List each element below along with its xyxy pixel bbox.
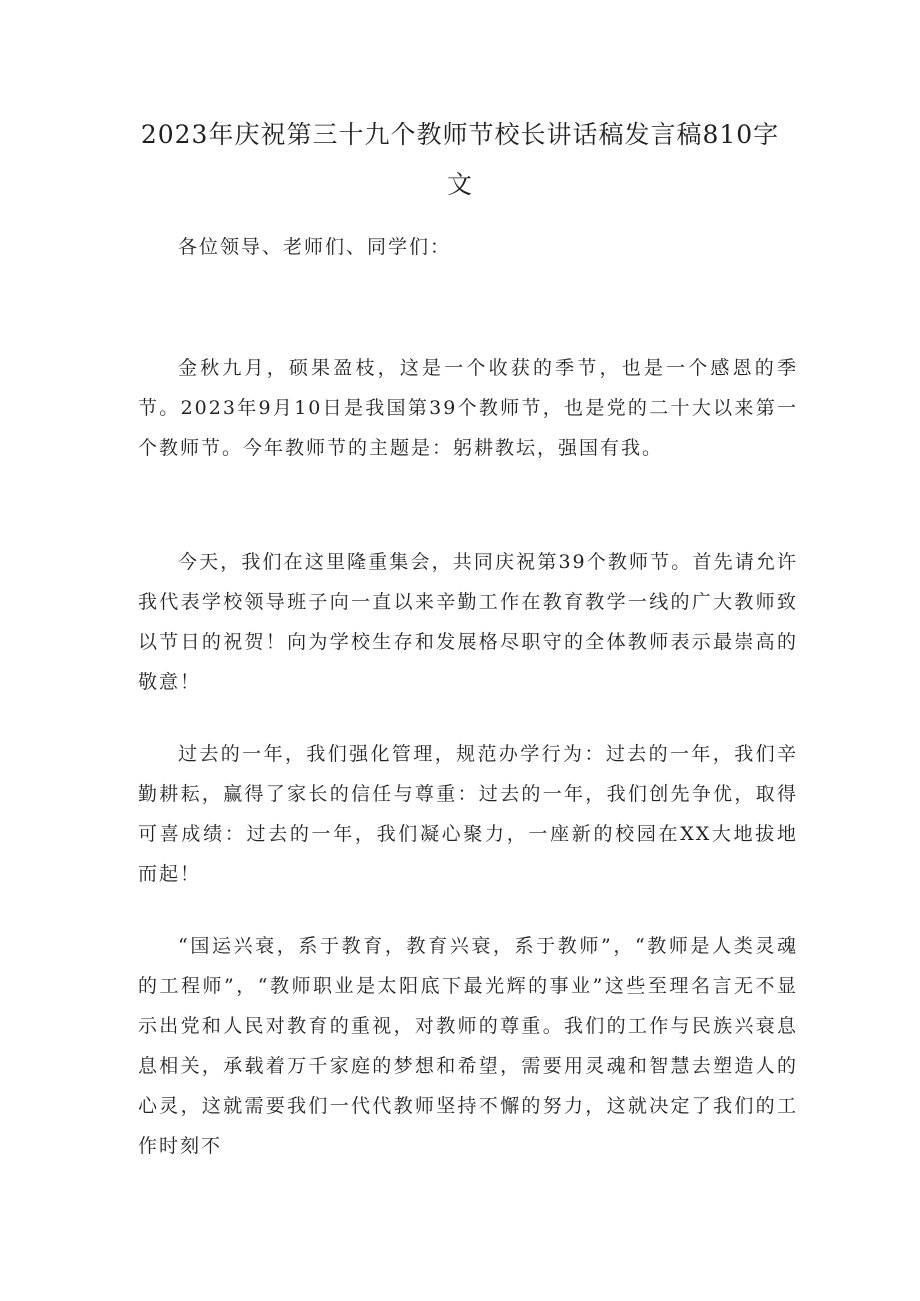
- paragraph-2: 今天，我们在这里隆重集会，共同庆祝第39个教师节。首先请允许我代表学校领导班子向一直以来辛勤工作在教育教学一线的广大教师致以节日的祝贺！向为学校生存和发展格尽职守的全体教师表示最崇高的敬意！: [138, 551, 798, 693]
- paragraph-3: 过去的一年，我们强化管理，规范办学行为：过去的一年，我们辛勤耕耘，赢得了家长的信任与尊重：过去的一年，我们创先争优，取得可喜成绩：过去的一年，我们凝心聚力，一座新的校园在XX大地拔地而起！: [138, 743, 798, 885]
- paragraph-4: “国运兴衰，系于教育，教育兴衰，系于教师”，“教师是人类灵魂的工程师”，“教师职业是太阳底下最光辉的事业”这些至理名言无不显示出党和人民对教育的重视，对教师的尊重。我们的工作与民族兴衰息息相关，承载着万千家庭的梦想和希望，需要用灵魂和智慧去塑造人的心灵，这就需要我们一代代教师坚持不懈的努力，这就决定了我们的工作时刻不: [138, 935, 798, 1157]
- document-title: 2023年庆祝第三十九个教师节校长讲话稿发言稿810字文: [140, 120, 780, 199]
- paragraph-1: 金秋九月，硕果盈枝，这是一个收获的季节，也是一个感恩的季节。2023年9月10日是我国第39个教师节，也是党的二十大以来第一个教师节。今年教师节的主题是：躬耕教坛，强国有我。: [138, 357, 798, 459]
- greeting: 各位领导、老师们、同学们：: [178, 236, 452, 258]
